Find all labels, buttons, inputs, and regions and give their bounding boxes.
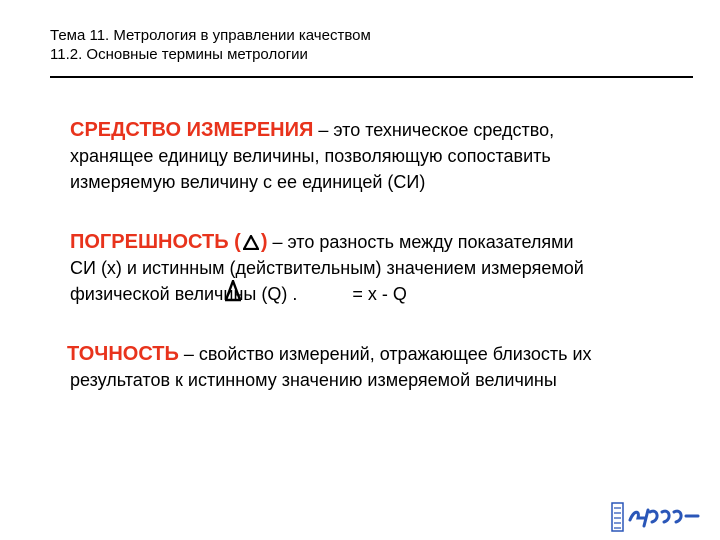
definition-line: хранящее единицу величины, позволяющую сопоставить xyxy=(70,146,551,166)
definition-line: измеряемую величину с ее единицей (СИ) xyxy=(70,172,426,192)
definition-line xyxy=(70,229,584,255)
definition-line xyxy=(70,117,554,143)
definition-line xyxy=(67,341,592,367)
term-accuracy: ТОЧНОСТЬ xyxy=(67,343,179,365)
definition-text: физической величины (Q) . xyxy=(70,284,298,304)
delta-icon xyxy=(241,229,261,255)
error-formula: = x - Q xyxy=(352,284,407,304)
term-error-close: ) xyxy=(260,231,268,253)
definition-line: результатов к истинному значению измеряемой величины xyxy=(70,370,557,390)
header-divider xyxy=(50,76,693,78)
definition-error xyxy=(70,229,584,307)
term-measuring-instrument: СРЕДСТВО ИЗМЕРЕНИЯ xyxy=(70,119,314,141)
definition-text: – это разность между показателями xyxy=(267,232,574,252)
university-logo-icon xyxy=(610,500,710,534)
delta-icon xyxy=(225,280,241,302)
definition-line: СИ (x) и истинным (действительным) значением измеряемой xyxy=(70,258,584,278)
definition-accuracy xyxy=(67,341,592,393)
term-error-open: ПОГРЕШНОСТЬ ( xyxy=(70,231,241,253)
definition-line xyxy=(70,281,584,307)
definition-text: – свойство измерений, отражающее близость их xyxy=(178,344,592,364)
header-subtopic: 11.2. Основные термины метрологии xyxy=(50,46,308,63)
definition-measuring-instrument xyxy=(70,117,554,195)
definition-text: – это техническое средство, xyxy=(313,120,555,140)
header-topic: Тема 11. Метрология в управлении качеством xyxy=(50,27,371,44)
